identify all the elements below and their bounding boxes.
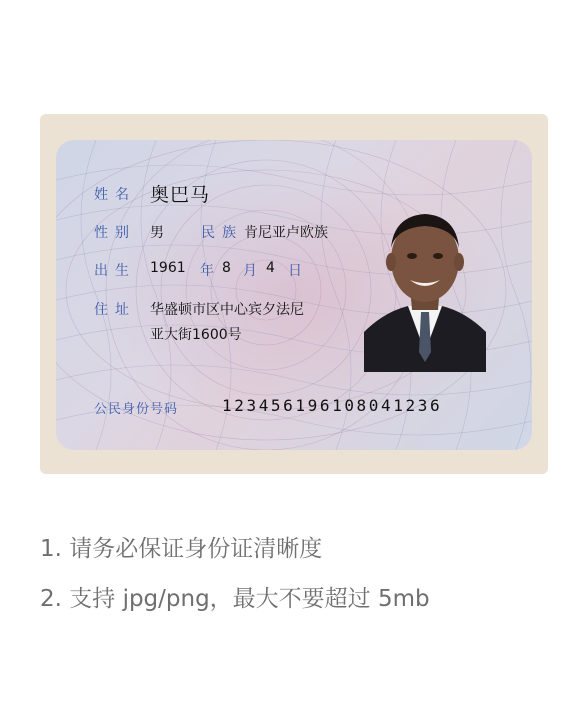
birth-label: 出生: [94, 263, 136, 279]
year-unit: 年: [200, 263, 214, 279]
address-line-2: 亚大街1600号: [150, 327, 242, 343]
ethnicity-value: 肯尼亚卢欧族: [244, 225, 328, 241]
sex-label: 性别: [94, 225, 136, 241]
month-unit: 月: [243, 263, 257, 279]
id-card-image: [56, 140, 532, 450]
id-number-label: 公民身份号码: [94, 402, 179, 417]
address-line-1: 华盛顿市区中心宾夕法尼: [150, 302, 304, 318]
sex-value: 男: [150, 225, 164, 241]
name-label: 姓名: [94, 187, 136, 203]
id-card-upload-area[interactable]: [40, 114, 548, 474]
address-label: 住址: [94, 302, 136, 318]
birth-day: 4: [266, 260, 275, 276]
portrait-photo: [364, 202, 486, 372]
id-number-value: 123456196108041236: [222, 396, 443, 415]
note-clarity: 1. 请务必保证身份证清晰度: [40, 536, 323, 562]
note-format-size: 2. 支持 jpg/png，最大不要超过 5mb: [40, 586, 430, 612]
birth-year: 1961: [150, 260, 186, 276]
ethnicity-label: 民族: [201, 225, 243, 241]
day-unit: 日: [288, 263, 302, 279]
name-value: 奥巴马: [150, 184, 211, 206]
upload-notes: [40, 530, 430, 630]
birth-month: 8: [222, 260, 231, 276]
